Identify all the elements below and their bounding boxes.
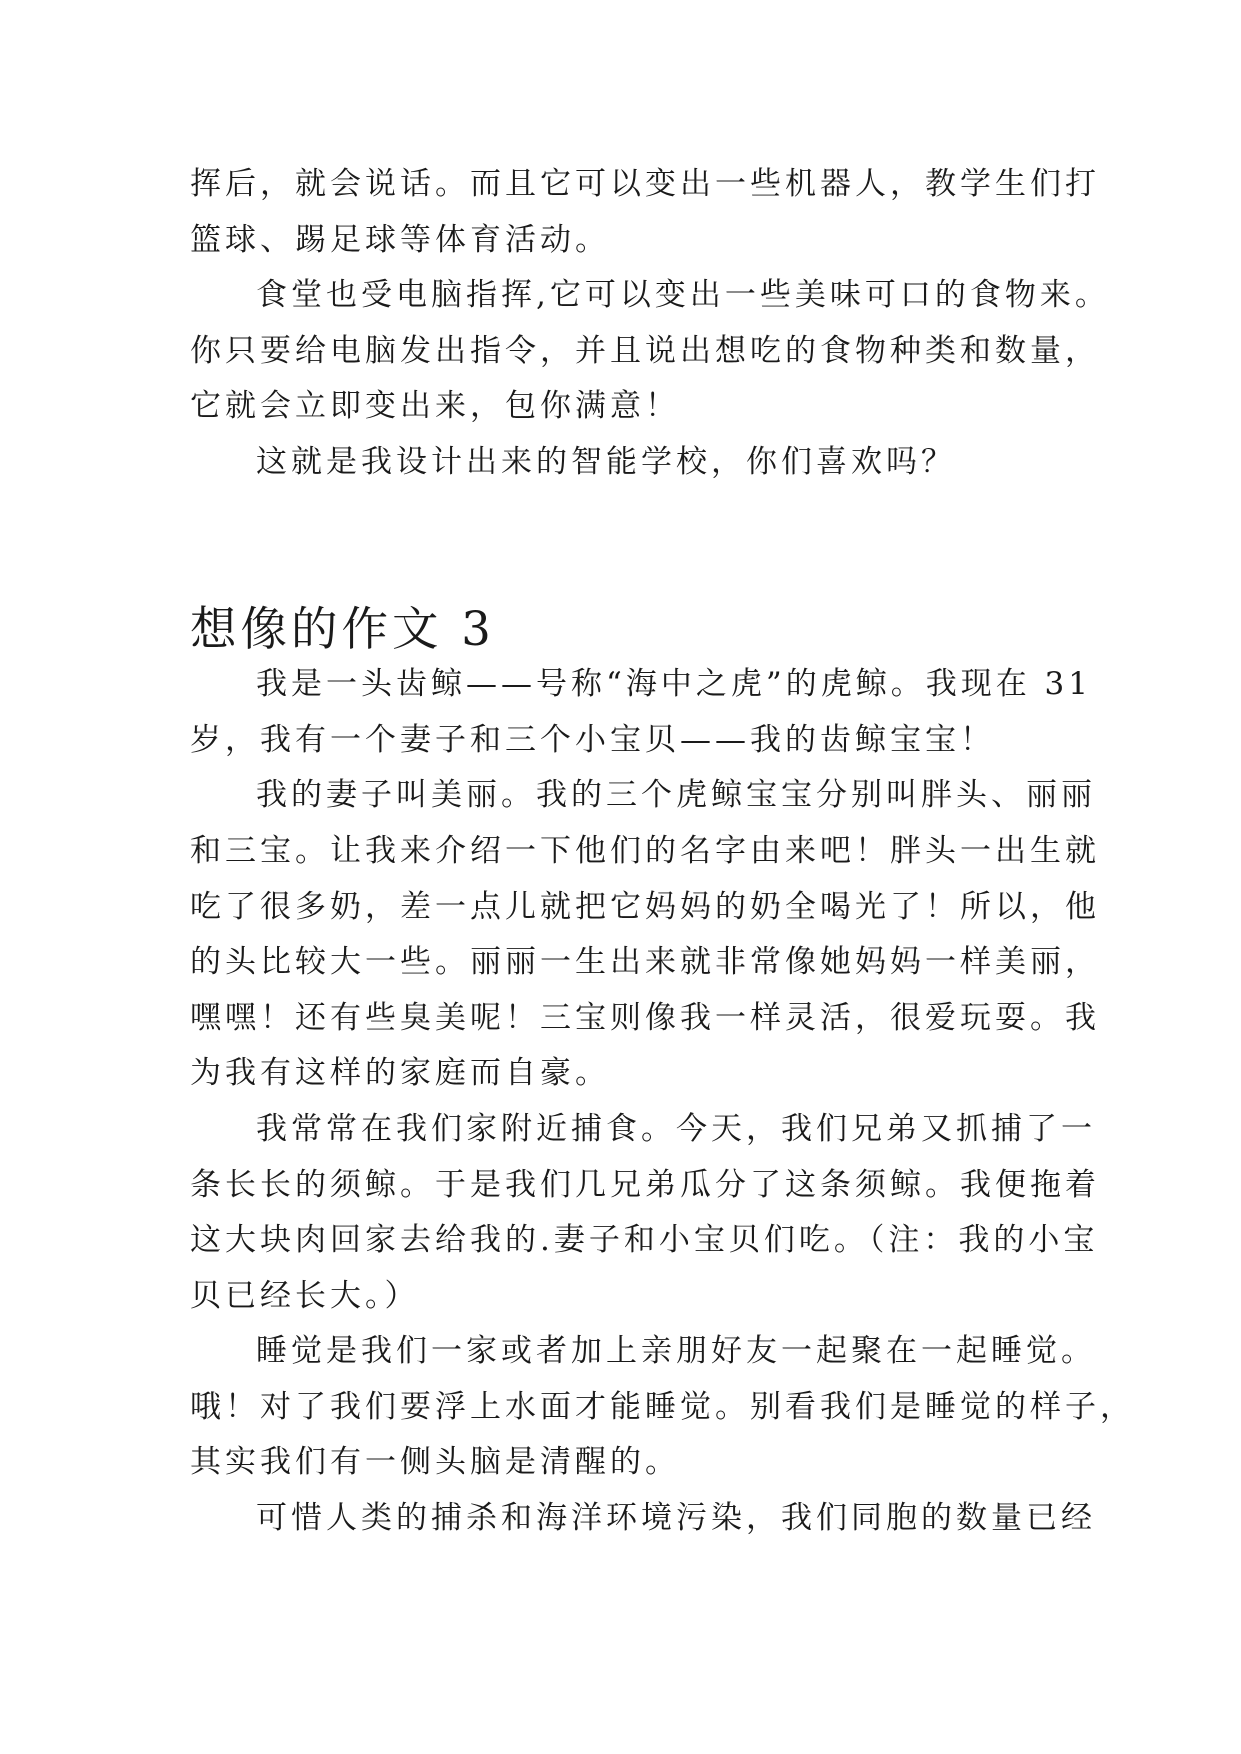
text-line: 我是一头齿鲸——号称“海中之虎”的虎鲸。我现在 31 [256,666,1092,703]
text-line: 想像的作文 3 [190,601,495,656]
section-spacer [190,491,1090,602]
text-line: 哦！对了我们要浮上水面才能睡觉。别看我们是睡觉的样子， [190,1388,1135,1425]
text-line: 岁，我有一个妻子和三个小宝贝——我的齿鲸宝宝！ [190,721,995,758]
text-line: 为我有这样的家庭而自豪。 [190,1055,610,1092]
text-line: 挥后，就会说话。而且它可以变出一些机器人，教学生们打 [190,166,1100,202]
text-line: 条长长的须鲸。于是我们几兄弟瓜分了这条须鲸。我便拖着 [190,1166,1100,1203]
text-line: 的头比较大一些。丽丽一生出来就非常像她妈妈一样美丽， [190,944,1100,981]
text-line: 其实我们有一侧头脑是清醒的。 [190,1444,680,1481]
text-line: 贝已经长大。） [190,1277,420,1314]
text-line: 这大块肉回家去给我的.妻子和小宝贝们吃。（注：我的小宝 [190,1222,1099,1259]
paragraph-3 [190,1102,1100,1324]
essay-title [190,602,1090,658]
text-line: 和三宝。让我来介绍一下他们的名字由来吧！胖头一出生就 [190,832,1100,869]
text-line: 食堂也受电脑指挥,它可以变出一些美味可口的食物来。 [256,277,1110,314]
document-body [190,157,1135,1547]
paragraph-2 [190,768,1100,1102]
paragraph-closing [190,435,1090,491]
text-line: 这就是我设计出来的智能学校，你们喜欢吗？ [256,443,956,480]
paragraph-5 [190,1491,1096,1547]
paragraph-4 [190,1324,1135,1491]
text-line: 它就会立即变出来，包你满意！ [190,388,680,425]
paragraph-intro [190,157,1100,268]
text-line: 可惜人类的捕杀和海洋环境污染，我们同胞的数量已经 [256,1500,1096,1537]
text-line: 你只要给电脑发出指令，并且说出想吃的食物种类和数量， [190,332,1100,369]
paragraph-canteen [190,268,1110,435]
text-line: 篮球、踢足球等体育活动。 [190,221,610,258]
text-line: 睡觉是我们一家或者加上亲朋好友一起聚在一起睡觉。 [256,1333,1096,1370]
text-line: 吃了很多奶，差一点儿就把它妈妈的奶全喝光了！所以，他 [190,888,1100,925]
text-line: 嘿嘿！还有些臭美呢！三宝则像我一样灵活，很爱玩耍。我 [190,999,1100,1036]
text-line: 我常常在我们家附近捕食。今天，我们兄弟又抓捕了一 [256,1110,1096,1147]
paragraph-1 [190,657,1090,768]
text-line: 我的妻子叫美丽。我的三个虎鲸宝宝分别叫胖头、丽丽 [256,777,1096,814]
